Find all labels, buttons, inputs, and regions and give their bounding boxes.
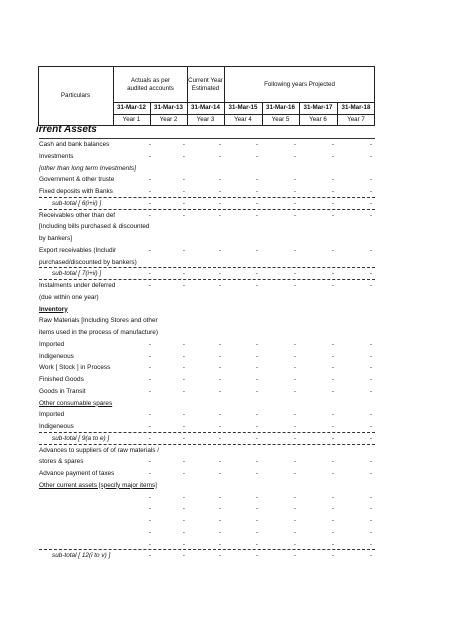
table-row bbox=[39, 245, 379, 256]
row-value-year-4: - bbox=[255, 364, 259, 372]
row-value-year-7: - bbox=[369, 517, 373, 524]
header-year-4: Year 4 bbox=[234, 116, 252, 124]
row-value-year-6: - bbox=[331, 423, 335, 430]
row-value-year-7: - bbox=[369, 188, 373, 195]
row-value-year-6: - bbox=[331, 458, 335, 466]
row-label: Raw Materials [Including Stores and other bbox=[39, 317, 158, 325]
row-value-year-3: - bbox=[218, 188, 222, 195]
table-row bbox=[39, 456, 379, 467]
row-value-year-7: - bbox=[369, 552, 373, 560]
row-value-year-7: - bbox=[369, 505, 373, 513]
row-label: sub-total [ 6(i+ii) ] bbox=[52, 199, 102, 207]
row-value-year-2: - bbox=[182, 376, 186, 383]
row-value-year-2: - bbox=[182, 411, 186, 419]
row-value-year-7: - bbox=[369, 387, 373, 395]
header-date-5: 31-Mar-16 bbox=[266, 104, 295, 112]
row-value-year-3: - bbox=[218, 282, 222, 289]
row-label: by bankers] bbox=[39, 235, 73, 242]
row-value-year-7: - bbox=[369, 423, 373, 430]
table-row bbox=[39, 339, 379, 350]
row-value-year-5: - bbox=[293, 517, 297, 524]
row-value-year-4: - bbox=[255, 458, 259, 466]
row-value-year-3: - bbox=[218, 493, 222, 501]
row-label: Inventory bbox=[39, 305, 68, 313]
row-value-year-2: - bbox=[182, 517, 186, 524]
row-label: Goods in Transit bbox=[39, 387, 86, 395]
row-value-year-5: - bbox=[293, 352, 297, 360]
row-value-year-6: - bbox=[331, 528, 335, 536]
row-value-year-2: - bbox=[182, 493, 186, 501]
row-value-year-5: - bbox=[293, 423, 297, 430]
table-row bbox=[39, 550, 379, 561]
header-year-2: Year 2 bbox=[159, 116, 178, 124]
row-label: Indigeneous bbox=[39, 352, 74, 360]
row-label: Other consumable spares bbox=[39, 399, 113, 407]
row-value-year-5: - bbox=[293, 152, 297, 160]
row-value-year-4: - bbox=[255, 340, 259, 348]
row-value-year-4: - bbox=[255, 270, 259, 278]
table-row bbox=[39, 445, 379, 456]
row-value-year-2: - bbox=[182, 528, 186, 536]
row-value-year-5: - bbox=[293, 552, 297, 560]
row-value-year-1: - bbox=[148, 364, 152, 372]
row-value-year-1: - bbox=[148, 552, 152, 560]
row-value-year-5: - bbox=[293, 364, 297, 372]
row-value-year-1: - bbox=[148, 458, 152, 466]
table-row bbox=[39, 327, 379, 338]
table-row bbox=[39, 409, 379, 420]
row-value-year-7: - bbox=[369, 176, 373, 184]
row-label: Imported bbox=[39, 340, 65, 348]
row-value-year-2: - bbox=[182, 211, 186, 219]
row-value-year-5: - bbox=[293, 376, 297, 383]
row-label: purchased/discounted by bankers) bbox=[39, 258, 137, 266]
table-row bbox=[39, 315, 379, 326]
row-value-year-2: - bbox=[182, 199, 186, 207]
row-value-year-2: - bbox=[182, 152, 186, 160]
row-label: Advance payment of taxes bbox=[39, 470, 115, 477]
row-value-year-6: - bbox=[331, 364, 335, 372]
row-value-year-1: - bbox=[148, 246, 152, 254]
row-value-year-7: - bbox=[369, 340, 373, 348]
row-value-year-2: - bbox=[182, 458, 186, 466]
row-value-year-5: - bbox=[293, 387, 297, 395]
row-value-year-1: - bbox=[148, 270, 152, 278]
row-value-year-7: - bbox=[369, 364, 373, 372]
row-value-year-5: - bbox=[293, 282, 297, 289]
row-label: Work [ Stock ] in Process bbox=[39, 364, 111, 372]
row-value-year-4: - bbox=[255, 423, 259, 430]
row-label: sub-total [ 12(i to v) ] bbox=[52, 552, 111, 560]
row-value-year-6: - bbox=[331, 505, 335, 513]
row-value-year-5: - bbox=[293, 493, 297, 501]
row-value-year-6: - bbox=[331, 352, 335, 360]
row-value-year-6: - bbox=[331, 199, 335, 207]
row-value-year-6: - bbox=[331, 493, 335, 501]
row-value-year-6: - bbox=[331, 411, 335, 419]
row-value-year-4: - bbox=[255, 211, 259, 219]
row-value-year-6: - bbox=[331, 517, 335, 524]
row-value-year-1: - bbox=[148, 188, 152, 195]
row-label: (due within one year) bbox=[39, 293, 99, 301]
header-date-3: 31-Mar-14 bbox=[191, 104, 220, 112]
header-actuals: Actuals as per audited accounts bbox=[127, 77, 174, 92]
row-value-year-3: - bbox=[218, 458, 222, 466]
header-year-6: Year 6 bbox=[309, 116, 327, 124]
row-value-year-3: - bbox=[218, 505, 222, 513]
row-value-year-7: - bbox=[369, 152, 373, 160]
row-value-year-1: - bbox=[148, 528, 152, 536]
row-label: sub-total [ 9(a to e) ] bbox=[52, 434, 110, 442]
row-value-year-1: - bbox=[148, 376, 152, 383]
table-row bbox=[39, 198, 379, 209]
row-value-year-2: - bbox=[182, 188, 186, 195]
row-value-year-4: - bbox=[255, 199, 259, 207]
table-row bbox=[39, 515, 379, 526]
row-value-year-2: - bbox=[182, 540, 186, 548]
table-row bbox=[39, 468, 379, 479]
table-row bbox=[39, 268, 379, 279]
table-row bbox=[39, 257, 379, 268]
row-value-year-3: - bbox=[218, 270, 222, 278]
row-value-year-1: - bbox=[148, 352, 152, 360]
table-row bbox=[39, 374, 379, 385]
row-value-year-7: - bbox=[369, 199, 373, 207]
header-date-6: 31-Mar-17 bbox=[303, 104, 333, 112]
table-row bbox=[39, 362, 379, 373]
row-value-year-7: - bbox=[369, 270, 373, 278]
table-row bbox=[39, 351, 379, 362]
row-value-year-3: - bbox=[218, 176, 222, 184]
table-row bbox=[39, 386, 379, 397]
row-value-year-5: - bbox=[293, 434, 297, 442]
row-label: Cash and bank balances bbox=[39, 141, 110, 148]
row-value-year-6: - bbox=[331, 540, 335, 548]
row-label: stores & spares bbox=[39, 458, 84, 466]
row-label: Finished Goods bbox=[39, 376, 84, 383]
row-value-year-3: - bbox=[218, 528, 222, 536]
row-value-year-6: - bbox=[331, 270, 335, 278]
header-current-year: Current Year Estimated bbox=[188, 77, 223, 92]
row-value-year-6: - bbox=[331, 152, 335, 160]
row-value-year-5: - bbox=[293, 411, 297, 419]
row-value-year-6: - bbox=[331, 376, 335, 383]
row-value-year-1: - bbox=[148, 540, 152, 548]
table-row bbox=[39, 492, 379, 503]
row-value-year-2: - bbox=[182, 470, 186, 477]
row-value-year-5: - bbox=[293, 540, 297, 548]
row-value-year-7: - bbox=[369, 458, 373, 466]
table-row bbox=[39, 174, 379, 185]
row-value-year-1: - bbox=[148, 470, 152, 477]
row-value-year-2: - bbox=[182, 340, 186, 348]
row-value-year-6: - bbox=[331, 552, 335, 560]
row-value-year-4: - bbox=[255, 505, 259, 513]
row-value-year-2: - bbox=[182, 387, 186, 395]
row-value-year-3: - bbox=[218, 540, 222, 548]
row-value-year-2: - bbox=[182, 282, 186, 289]
table-row bbox=[39, 433, 379, 444]
row-value-year-3: - bbox=[218, 211, 222, 219]
row-value-year-6: - bbox=[331, 470, 335, 477]
row-value-year-2: - bbox=[182, 141, 186, 148]
row-value-year-4: - bbox=[255, 470, 259, 477]
row-value-year-2: - bbox=[182, 552, 186, 560]
row-value-year-1: - bbox=[148, 176, 152, 184]
row-value-year-5: - bbox=[293, 211, 297, 219]
row-value-year-6: - bbox=[331, 176, 335, 184]
row-value-year-6: - bbox=[331, 387, 335, 395]
row-value-year-2: - bbox=[182, 434, 186, 442]
row-label: Instalments under deferred bbox=[39, 282, 116, 289]
row-value-year-3: - bbox=[218, 423, 222, 430]
row-value-year-6: - bbox=[331, 188, 335, 195]
row-value-year-3: - bbox=[218, 364, 222, 372]
row-value-year-4: - bbox=[255, 411, 259, 419]
row-value-year-4: - bbox=[255, 552, 259, 560]
row-value-year-4: - bbox=[255, 387, 259, 395]
row-value-year-6: - bbox=[331, 340, 335, 348]
table-row bbox=[39, 527, 379, 538]
table-row bbox=[39, 151, 379, 162]
row-value-year-6: - bbox=[331, 246, 335, 254]
row-label: Receivables other than def bbox=[39, 211, 116, 219]
row-value-year-4: - bbox=[255, 493, 259, 501]
header-date-4: 31-Mar-15 bbox=[228, 104, 258, 112]
row-value-year-7: - bbox=[369, 246, 373, 254]
row-value-year-2: - bbox=[182, 246, 186, 254]
row-value-year-5: - bbox=[293, 270, 297, 278]
row-value-year-2: - bbox=[182, 364, 186, 372]
row-label: Government & other truste bbox=[39, 176, 115, 184]
row-value-year-4: - bbox=[255, 176, 259, 184]
table-row bbox=[39, 398, 379, 409]
row-value-year-5: - bbox=[293, 528, 297, 536]
table-row bbox=[39, 139, 379, 150]
row-label: [Including bills purchased & discounted bbox=[39, 223, 150, 231]
row-value-year-5: - bbox=[293, 340, 297, 348]
table-row bbox=[39, 292, 379, 303]
row-value-year-4: - bbox=[255, 188, 259, 195]
header-year-5: Year 5 bbox=[271, 116, 290, 124]
row-value-year-1: - bbox=[148, 434, 152, 442]
row-value-year-3: - bbox=[218, 552, 222, 560]
row-value-year-7: - bbox=[369, 282, 373, 289]
row-value-year-7: - bbox=[369, 434, 373, 442]
header-year-1: Year 1 bbox=[122, 116, 141, 124]
row-value-year-5: - bbox=[293, 470, 297, 477]
row-value-year-3: - bbox=[218, 141, 222, 148]
row-value-year-3: - bbox=[218, 376, 222, 383]
row-value-year-4: - bbox=[255, 246, 259, 254]
row-value-year-1: - bbox=[148, 282, 152, 289]
row-label: Investments bbox=[39, 152, 74, 160]
row-value-year-6: - bbox=[331, 141, 335, 148]
header-date-7: 31-Mar-18 bbox=[341, 104, 371, 112]
table-row bbox=[39, 163, 379, 174]
header-year-7: Year 7 bbox=[347, 116, 365, 124]
row-label: Other current assets [specify major items] bbox=[39, 481, 157, 489]
row-value-year-4: - bbox=[255, 352, 259, 360]
row-value-year-4: - bbox=[255, 141, 259, 148]
row-value-year-7: - bbox=[369, 352, 373, 360]
row-label: Indigeneous bbox=[39, 423, 74, 430]
row-value-year-3: - bbox=[218, 199, 222, 207]
row-value-year-3: - bbox=[218, 152, 222, 160]
row-value-year-3: - bbox=[218, 340, 222, 348]
row-value-year-7: - bbox=[369, 411, 373, 419]
row-value-year-1: - bbox=[148, 423, 152, 430]
row-value-year-6: - bbox=[331, 211, 335, 219]
row-label: items used in the process of manufacture) bbox=[39, 329, 158, 336]
row-value-year-5: - bbox=[293, 188, 297, 195]
row-value-year-7: - bbox=[369, 470, 373, 477]
row-value-year-7: - bbox=[369, 528, 373, 536]
row-value-year-7: - bbox=[369, 540, 373, 548]
row-value-year-7: - bbox=[369, 211, 373, 219]
row-value-year-1: - bbox=[148, 411, 152, 419]
row-value-year-3: - bbox=[218, 411, 222, 419]
row-value-year-6: - bbox=[331, 434, 335, 442]
row-value-year-3: - bbox=[218, 470, 222, 477]
row-value-year-2: - bbox=[182, 423, 186, 430]
row-value-year-4: - bbox=[255, 517, 259, 524]
row-value-year-4: - bbox=[255, 376, 259, 383]
table-row bbox=[39, 280, 379, 291]
row-value-year-5: - bbox=[293, 458, 297, 466]
row-label: [other than long term Investments] bbox=[39, 164, 136, 172]
row-label: sub-total [ 7(i+ii) ] bbox=[52, 270, 102, 278]
table-row bbox=[39, 210, 379, 221]
row-label: Fixed deposits with Banks bbox=[39, 188, 113, 195]
row-value-year-6: - bbox=[331, 282, 335, 289]
row-value-year-1: - bbox=[148, 505, 152, 513]
row-value-year-2: - bbox=[182, 176, 186, 184]
row-value-year-5: - bbox=[293, 176, 297, 184]
row-value-year-3: - bbox=[218, 387, 222, 395]
table-row bbox=[39, 221, 379, 232]
table-row bbox=[39, 539, 379, 550]
row-value-year-7: - bbox=[369, 493, 373, 501]
row-value-year-1: - bbox=[148, 493, 152, 501]
row-value-year-3: - bbox=[218, 517, 222, 524]
header-following-years: Following years Projected bbox=[264, 81, 335, 89]
row-value-year-2: - bbox=[182, 352, 186, 360]
row-value-year-3: - bbox=[218, 434, 222, 442]
row-value-year-4: - bbox=[255, 528, 259, 536]
row-value-year-4: - bbox=[255, 434, 259, 442]
table-row bbox=[39, 186, 379, 197]
row-value-year-2: - bbox=[182, 270, 186, 278]
row-value-year-1: - bbox=[148, 340, 152, 348]
row-value-year-1: - bbox=[148, 211, 152, 219]
row-value-year-4: - bbox=[255, 152, 259, 160]
row-value-year-1: - bbox=[148, 152, 152, 160]
table-row bbox=[39, 421, 379, 432]
header-particulars: Particulars bbox=[60, 92, 91, 100]
row-value-year-5: - bbox=[293, 505, 297, 513]
row-value-year-1: - bbox=[148, 141, 152, 148]
row-value-year-3: - bbox=[218, 246, 222, 254]
header-date-1: 31-Mar-12 bbox=[117, 104, 146, 112]
row-value-year-4: - bbox=[255, 540, 259, 548]
row-label: Advances to suppliers of of raw materials / bbox=[39, 446, 160, 454]
row-value-year-5: - bbox=[293, 246, 297, 254]
row-value-year-5: - bbox=[293, 141, 297, 148]
header-year-3: Year 3 bbox=[196, 116, 215, 124]
row-value-year-5: - bbox=[293, 199, 297, 207]
table-row bbox=[39, 480, 379, 491]
table-row bbox=[39, 503, 379, 514]
header-date-2: 31-Mar-13 bbox=[154, 104, 183, 112]
row-value-year-1: - bbox=[148, 387, 152, 395]
row-value-year-7: - bbox=[369, 141, 373, 148]
row-value-year-2: - bbox=[182, 505, 186, 513]
row-value-year-1: - bbox=[148, 517, 152, 524]
row-value-year-4: - bbox=[255, 282, 259, 289]
section-title: ırrent Assets bbox=[36, 124, 97, 135]
row-value-year-7: - bbox=[369, 376, 373, 383]
row-value-year-1: - bbox=[148, 199, 152, 207]
table-row bbox=[39, 233, 379, 244]
row-label: Export receivables (Includir bbox=[39, 246, 117, 254]
row-label: Imported bbox=[39, 411, 65, 419]
row-value-year-3: - bbox=[218, 352, 222, 360]
table-row bbox=[39, 304, 379, 315]
